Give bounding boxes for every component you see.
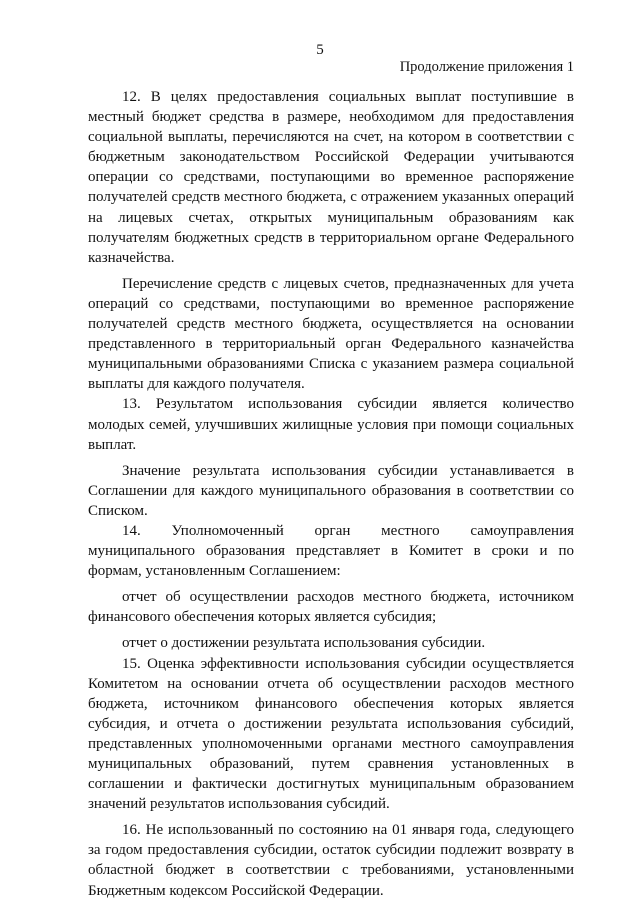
- paragraph-12: 12. В целях предоставления социальных выплат поступившие в местный бюджет средства в размере, необходимом для предоставления социальной выплаты, перечисляются на счет, на котором в соответствии с бюджетным законодательством Российской Федерации учитываются операции со средствами, поступающими во временное распоряжение получателей средств местного бюджета, с отражением указанных операций на лицевых счетах, открытых муниципальным образованиям как получателям бюджетных средств в территориальном органе Федерального казначейства.: [88, 89, 574, 266]
- document-body: [88, 87, 574, 901]
- paragraph-14-report-result: отчет о достижении результата использования субсидии.: [122, 635, 486, 652]
- page-number: 5: [316, 42, 324, 58]
- paragraph-14-report-expenses: отчет об осуществлении расходов местного бюджета, источником финансового обеспечения которых является субсидия;: [88, 589, 574, 626]
- paragraph-13-value: Значение результата использования субсидии устанавливается в Соглашении для каждого муниципального образования в соответствии со Списком.: [88, 462, 574, 519]
- paragraph-15: 15. Оценка эффективности использования субсидии осуществляется Комитетом на основании отчета об осуществлении расходов местного бюджета, источником финансового обеспечения которых является субсидия, и отчета о достижении результата использования субсидий, представленных уполномоченными органами местного самоуправления муниципальных образований, путем сравнения установленных в соглашении и фактически достигнутых муниципальным образованием значений результатов использования субсидий.: [88, 655, 574, 813]
- paragraph-13: 13. Результатом использования субсидии является количество молодых семей, улучшивших жилищные условия при помощи социальных выплат.: [88, 396, 574, 453]
- paragraph-12-transfer: Перечисление средств с лицевых счетов, предназначенных для учета операций со средствами, поступающими во временное распоряжение получателей средств местного бюджета, осуществляется на основании представленного в территориальный орган Федерального казначейства муниципальными образованиями Списка с указанием размера социальной выплаты для каждого получателя.: [88, 275, 574, 393]
- paragraph-14: 14. Уполномоченный орган местного самоуправления муниципального образования представляет в Комитет в сроки и по формам, установленным Соглашением:: [88, 522, 574, 580]
- continuation-note: Продолжение приложения 1: [399, 59, 574, 75]
- paragraph-16: 16. Не использованный по состоянию на 01 января года, следующего за годом предоставления субсидии, остаток субсидии подлежит возврату в областной бюджет в соответствии с требованиями, установленными Бюджетным кодексом Российской Федерации.: [88, 822, 574, 899]
